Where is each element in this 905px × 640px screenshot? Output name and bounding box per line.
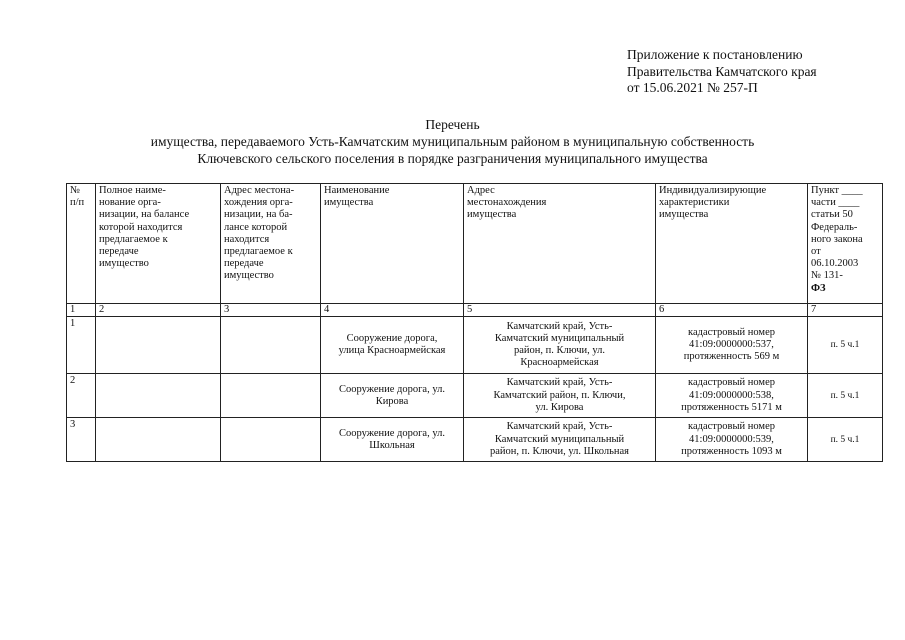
text-line: Адрес [467, 185, 495, 196]
text-line: имущество [224, 270, 274, 282]
row-number: 2 [67, 374, 96, 418]
text-line: Камчатский муниципальный [494, 433, 625, 445]
header-property-address [464, 184, 656, 304]
text-line: Камчатский край, Усть- [506, 377, 613, 389]
text-line: № [70, 185, 81, 196]
header-property-name [321, 184, 464, 304]
text-line: ного закона [811, 233, 863, 245]
text-line: протяженность 5171 м [681, 401, 782, 413]
text-line: Сооружение дорога, ул. [339, 427, 445, 439]
title-line-2: имущества, передаваемого Усть-Камчатским муниципальным районом в муниципальную собственность [150, 134, 755, 149]
row-property-address [464, 418, 656, 462]
header-organization-address [221, 184, 321, 304]
column-number: 4 [321, 304, 464, 317]
text-line: район, п. Ключи, ул. [513, 345, 605, 357]
text-line: передаче [224, 258, 264, 270]
text-line: находится [224, 233, 270, 245]
text-line: Камчатский край, Усть- [506, 421, 613, 433]
row-property-name [321, 418, 464, 462]
text-line: 41:09:0000000:538, [689, 389, 774, 401]
appendix-note [627, 47, 817, 97]
text-line: кадастровый номер [688, 421, 775, 433]
text-line: характеристики [659, 197, 730, 209]
text-line: Адрес местона- [224, 185, 295, 196]
text-line: Наименование [324, 185, 390, 196]
row-property-address [464, 317, 656, 374]
table-header-row [67, 184, 883, 304]
text-line: Камчатский район, п. Ключи, [493, 389, 626, 401]
row-property-name [321, 317, 464, 374]
row-organization-address [221, 418, 321, 462]
row-law-point: п. 5 ч.1 [808, 418, 883, 462]
row-law-point: п. 5 ч.1 [808, 317, 883, 374]
column-number: 3 [221, 304, 321, 317]
row-organization [96, 374, 221, 418]
text-line: протяженность 569 м [683, 351, 780, 363]
column-number: 6 [656, 304, 808, 317]
text-line: предлагаемое к [99, 233, 168, 245]
text-line: лансе которой [224, 221, 288, 233]
text-line: от [811, 246, 821, 258]
text-line: нование орга- [99, 197, 161, 209]
text-line: 41:09:0000000:539, [689, 433, 774, 445]
row-organization-address [221, 317, 321, 374]
document-title [0, 116, 905, 167]
text-line: передаче [99, 246, 139, 258]
header-characteristics [656, 184, 808, 304]
column-number: 2 [96, 304, 221, 317]
text-line: которой находится [99, 221, 183, 233]
text-line: местонахождения [467, 197, 547, 209]
row-characteristics [656, 374, 808, 418]
text-line: имущества [467, 209, 517, 221]
text-line: Кирова [375, 395, 409, 407]
appendix-line-1: Приложение к постановлению [627, 47, 803, 62]
text-line: Камчатский муниципальный [494, 333, 625, 344]
text-line: Красноармейская [520, 357, 599, 369]
text-line: п/п [70, 197, 85, 209]
title-line-3: Ключевского сельского поселения в порядке разграничения муниципального имущества [197, 151, 708, 166]
text-line: кадастровый номер [688, 326, 775, 338]
text-line: имущество [99, 258, 149, 270]
text-line: хождения орга- [224, 197, 293, 209]
text-line: Индивидуализирующие [659, 185, 767, 196]
text-line: Школьная [369, 439, 415, 451]
text-line: Пункт ____ [811, 185, 863, 196]
column-number: 5 [464, 304, 656, 317]
text-line: протяженность 1093 м [681, 445, 782, 457]
row-property-address [464, 374, 656, 418]
appendix-line-3: от 15.06.2021 № 257-П [627, 80, 758, 95]
text-line: ул. Кирова [535, 401, 584, 413]
title-line-1: Перечень [425, 117, 480, 132]
column-number: 7 [808, 304, 883, 317]
text-line: Федераль- [811, 221, 858, 233]
header-number [67, 184, 96, 304]
row-organization [96, 418, 221, 462]
header-law-point [808, 184, 883, 304]
text-line: Сооружение дорога, ул. [339, 383, 445, 395]
text-line: низации, на ба- [224, 209, 293, 221]
column-number: 1 [67, 304, 96, 317]
header-law-point-bold: ФЗ [811, 282, 826, 294]
row-number: 3 [67, 418, 96, 462]
text-line: 06.10.2003 [811, 258, 859, 270]
row-characteristics [656, 317, 808, 374]
text-line: части ____ [811, 197, 860, 209]
property-table [66, 183, 883, 462]
text-line: Камчатский край, Усть- [506, 320, 613, 332]
text-line: предлагаемое к [224, 246, 293, 258]
column-numbers-row [67, 304, 883, 317]
text-line: 41:09:0000000:537, [689, 339, 774, 351]
text-line: район, п. Ключи, ул. Школьная [489, 445, 630, 457]
text-line: № 131- [811, 270, 843, 282]
appendix-line-2: Правительства Камчатского края [627, 63, 817, 79]
table-row [67, 418, 883, 462]
row-property-name [321, 374, 464, 418]
header-organization [96, 184, 221, 304]
text-line: Сооружение дорога, [346, 333, 438, 344]
table-row [67, 317, 883, 374]
row-organization-address [221, 374, 321, 418]
text-line: статьи 50 [811, 209, 853, 221]
row-organization [96, 317, 221, 374]
text-line: Полное наиме- [99, 185, 166, 196]
row-number: 1 [67, 317, 96, 374]
text-line: кадастровый номер [688, 377, 775, 389]
text-line: имущества [659, 209, 709, 221]
table-row [67, 374, 883, 418]
text-line: низации, на балансе [99, 209, 190, 221]
row-characteristics [656, 418, 808, 462]
text-line: имущества [324, 197, 374, 209]
text-line: улица Красноармейская [338, 345, 446, 357]
row-law-point: п. 5 ч.1 [808, 374, 883, 418]
